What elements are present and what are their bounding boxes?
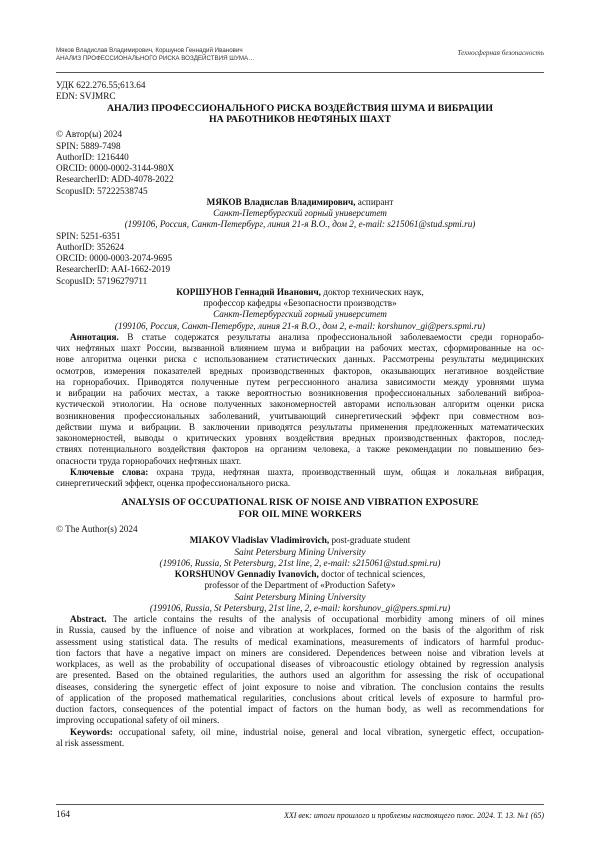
article-body bbox=[56, 80, 544, 749]
ru-abstract-line: возникновения профессиональных заболеваний, учитывающий синергетический эффект при совместном воз- bbox=[56, 410, 544, 421]
en-abstract-label: Abstract. bbox=[70, 614, 107, 625]
en-abstract-line: workplaces, as well as the probability of occupational diseases of vibroacoustic etiology obtained by regression analysis bbox=[56, 659, 544, 670]
ru-abstract-line: закономерностей, выводы о критических уровнях воздействия вредных производственных факторов, послед- bbox=[56, 433, 544, 444]
author2-id: ScopusID: 57196279711 bbox=[56, 275, 148, 286]
en-abstract bbox=[56, 614, 544, 727]
ru-abstract-line: нове алгоритма оценки риска с использованием статистических данных. Рассмотрены результаты медицинских bbox=[56, 354, 544, 365]
en-keywords-line: al risk assessment. bbox=[56, 737, 125, 748]
ru-abstract-line: на горнорабочих. Приводятся полученные путем регрессионного анализа зависимости между уровнями шума bbox=[56, 376, 544, 387]
ru-author2-affiliation: Санкт-Петербургский горный университет bbox=[213, 309, 387, 320]
page-number: 164 bbox=[56, 810, 71, 820]
en-copyright: © The Author(s) 2024 bbox=[56, 524, 138, 535]
en-keywords bbox=[56, 727, 544, 750]
en-author2 bbox=[56, 569, 544, 580]
ru-abstract-line: кустической этиологии. На основе полученных закономерностей авторами использован алгоритм оценки риска bbox=[56, 399, 544, 410]
section-name: Техносферная безопасность bbox=[457, 49, 544, 57]
en-author2-name: KORSHUNOV Gennadiy Ivanovich, bbox=[174, 569, 319, 580]
en-title-line-2: FOR OIL MINE WORKERS bbox=[238, 508, 362, 520]
author1-id: AuthorID: 1216440 bbox=[56, 151, 129, 162]
ru-abstract bbox=[56, 332, 544, 467]
ru-author2-name: КОРШУНОВ Геннадий Иванович, bbox=[176, 286, 321, 297]
ru-abstract-line: Аннотация. В статье содержатся результаты анализа профессиональной заболеваемости среди горнорабо- bbox=[70, 331, 544, 342]
ru-author1-address: (199106, Россия, Санкт-Петербург, линия 21-я В.О., дом 2, e-mail: s215061@stud.spmi.ru) bbox=[124, 219, 476, 230]
en-keywords-line: Keywords: occupational safety, oil mine, industrial noise, general and local vibration, synergetic effect, occupation- bbox=[70, 726, 544, 737]
en-author1-name: MIAKOV Vladislav Vladimirovich, bbox=[189, 535, 330, 546]
ru-title-line-1: АНАЛИЗ ПРОФЕССИОНАЛЬНОГО РИСКА ВОЗДЕЙСТВИЯ ШУМА И ВИБРАЦИИ bbox=[106, 102, 493, 114]
ru-keywords-label: Ключевые слова: bbox=[70, 466, 149, 477]
en-abstract-line: diseases, considering the synergetic effect of joint exposure to noise and vibration. The conclusion contains the results bbox=[56, 681, 544, 692]
ru-author2 bbox=[56, 287, 544, 298]
edn-code: EDN: SVJMRC bbox=[56, 91, 116, 102]
author2-id: ORCID: 0000-0003-2074-9695 bbox=[56, 253, 173, 264]
en-abstract-line: Abstract. The article contains the results of the analysis of occupational morbidity among miners of oil mines bbox=[70, 614, 544, 625]
en-abstract-line: in Russia, caused by the influence of noise and vibration at workplaces, formed on the basis of the algorithm of risk bbox=[56, 625, 544, 636]
udk-code: УДК 622.276.55;613.64 bbox=[56, 80, 146, 90]
author2-id: ResearcherID: AAI-1662-2019 bbox=[56, 264, 171, 275]
ru-abstract-line: ствиях потенциального воздействия факторов на организм человека, а также рекомендации по повышению без- bbox=[56, 444, 544, 455]
en-abstract-line: of application of the proposed mathematical regularities, conclusions about critical levels of exposure to harmful pro- bbox=[56, 692, 544, 703]
ru-abstract-line: опасности труда горнорабочих нефтяных шахт. bbox=[56, 455, 242, 466]
author1-id: ResearcherID: ADD-4078-2022 bbox=[56, 174, 174, 185]
footer-rule bbox=[56, 804, 544, 805]
en-author2-address: (199106, Russia, St Petersburg, 21st line, 2, e-mail: korshunov_gi@pers.spmi.ru) bbox=[149, 602, 451, 613]
ru-author1 bbox=[56, 197, 544, 208]
running-header-title: АНАЛИЗ ПРОФЕССИОНАЛЬНОГО РИСКА ВОЗДЕЙСТВИЯ ШУМА… bbox=[56, 55, 255, 62]
running-header-authors: Мяков Владислав Владимирович, Коршунов Геннадий Иванович bbox=[56, 47, 243, 54]
ru-abstract-label: Аннотация. bbox=[70, 331, 119, 342]
en-author1-affiliation: Saint Petersburg Mining University bbox=[234, 546, 366, 557]
en-author1-address: (199106, Russia, St Petersburg, 21st line, 2, e-mail: s215061@stud.spmi.ru) bbox=[159, 557, 441, 568]
en-abstract-line: improving occupational safety of oil miners. bbox=[56, 715, 220, 726]
en-abstract-line: assessment using statistical data. The results of medical examinations, measurements of indicators of harmful produc- bbox=[56, 636, 544, 647]
author1-id: ORCID: 0000-0002-3144-980X bbox=[56, 163, 175, 174]
en-abstract-line: tion factors that have a negative impact on miners are considered. Dependences between noise and vibration levels at bbox=[56, 647, 544, 658]
ru-abstract-line: и вибрации на рабочих местах, а также вероятностью возникновения профессиональных заболеваний виброа- bbox=[56, 388, 544, 399]
ru-author1-affiliation: Санкт-Петербургский горный университет bbox=[213, 208, 387, 219]
ru-abstract-line: действии шума и вибрации. В заключении приводятся результаты применения предложенных математических bbox=[56, 421, 544, 432]
ru-copyright: © Автор(ы) 2024 bbox=[56, 129, 123, 140]
running-header bbox=[56, 47, 386, 63]
en-keywords-label: Keywords: bbox=[70, 726, 113, 737]
ru-keywords-line: синергетический эффект, оценка профессионального риска. bbox=[56, 478, 291, 489]
author2-id: AuthorID: 352624 bbox=[56, 241, 125, 252]
en-author1 bbox=[56, 535, 544, 546]
ru-author2-role: доктор технических наук, bbox=[320, 286, 424, 297]
en-author2-role: doctor of technical sciences, bbox=[318, 569, 426, 580]
ru-author1-role: аспирант bbox=[355, 196, 394, 207]
ru-title-line-2: НА РАБОТНИКОВ НЕФТЯНЫХ ШАХТ bbox=[209, 113, 391, 125]
ru-abstract-line: чих нефтяных шахт России, вызванной влиянием шума и вибрации на рабочих местах, сформированные на ос- bbox=[56, 343, 544, 354]
ru-keywords bbox=[56, 467, 544, 490]
author1-id: SPIN: 5889-7498 bbox=[56, 140, 121, 151]
journal-citation: XXI век: итоги прошлого и проблемы настоящего плюс. 2024. Т. 13. №1 (65) bbox=[283, 811, 544, 820]
ru-author1-name: МЯКОВ Владислав Владимирович, bbox=[206, 196, 356, 207]
en-abstract-line: duction factors, consequences of the potential impact of factors on the human body, as well as recommendations for bbox=[56, 704, 544, 715]
en-abstract-line: are presented. Based on the obtained regularities, the authors used an algorithm for assessing the risk of occupational bbox=[56, 670, 544, 681]
ru-author2-position: профессор кафедры «Безопасности производств» bbox=[203, 298, 397, 309]
en-title-line-1: ANALYSIS OF OCCUPATIONAL RISK OF NOISE AND VIBRATION EXPOSURE bbox=[121, 497, 479, 509]
ru-author2-address: (199106, Россия, Санкт-Петербург, линия 21-я В.О., дом 2, e-mail: korshunov_gi@pers.spmi.ru) bbox=[114, 320, 486, 331]
author2-id: SPIN: 5251-6351 bbox=[56, 230, 121, 241]
en-author2-position: professor of the Department of «Production Safety» bbox=[204, 580, 396, 591]
en-author1-role: post-graduate student bbox=[329, 535, 411, 546]
author1-id: ScopusID: 57222538745 bbox=[56, 185, 148, 196]
ru-keywords-line: Ключевые слова: охрана труда, нефтяная шахта, производственный шум, общая и локальная вибрация, bbox=[70, 466, 544, 477]
header-rule bbox=[56, 72, 544, 73]
en-author2-affiliation: Saint Petersburg Mining University bbox=[234, 591, 366, 602]
ru-abstract-line: осмотров, измерения показателей вредных производственных факторов, оказывающих негативное воздействие bbox=[56, 365, 544, 376]
